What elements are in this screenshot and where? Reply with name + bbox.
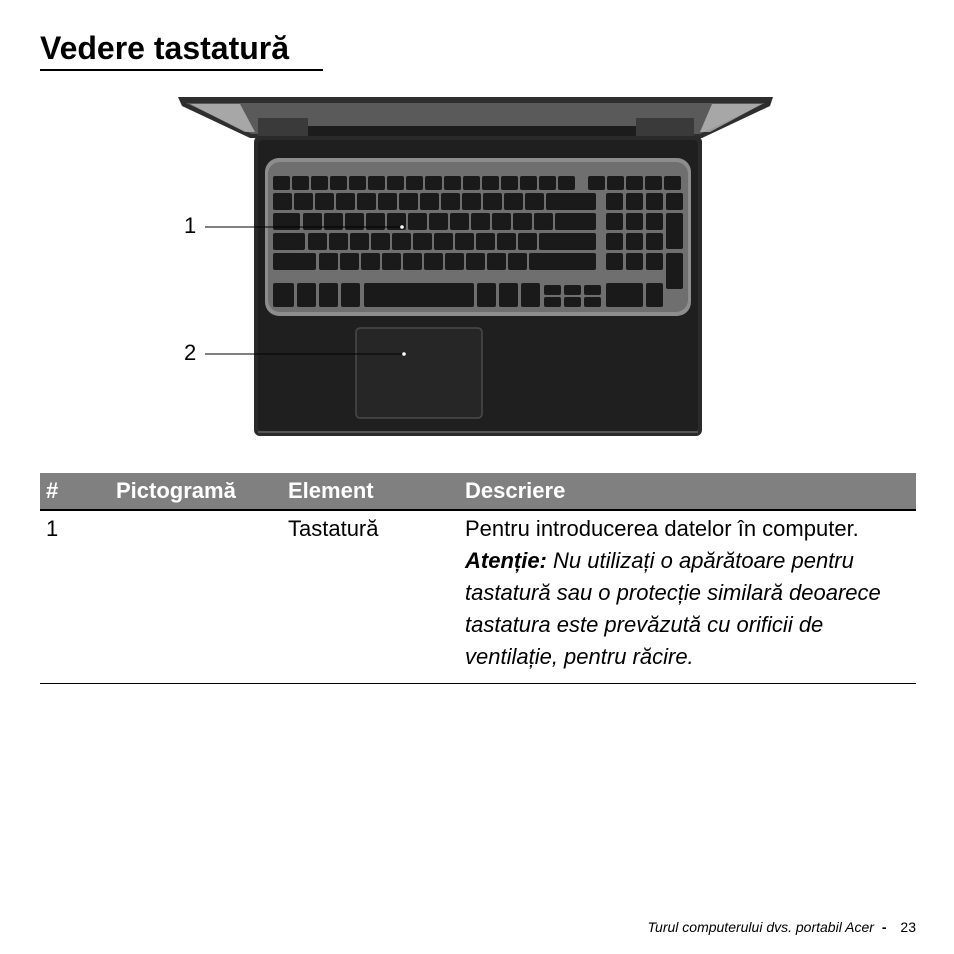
- header-element: Element: [282, 473, 459, 510]
- function-key-row: [273, 176, 681, 190]
- laptop-keyboard-illustration: [0, 0, 954, 454]
- header-description: Descriere: [459, 473, 916, 510]
- row-number: 1: [40, 510, 110, 684]
- callout-1-label: 1: [184, 213, 197, 238]
- row-element: Tastatură: [282, 510, 459, 684]
- table-row: [40, 510, 916, 684]
- footer-separator: -: [881, 919, 887, 935]
- touchpad: [356, 328, 482, 418]
- row-description: [459, 510, 916, 684]
- callout-2-label: 2: [184, 340, 197, 365]
- page-title: Vedere tastatură: [40, 30, 290, 66]
- row-icon: [110, 510, 282, 684]
- header-number: #: [40, 473, 110, 510]
- footer-text: Turul computerului dvs. portabil Acer: [647, 919, 874, 935]
- warning-note: [465, 545, 910, 673]
- table-header-row: [40, 473, 916, 510]
- warning-text: Nu utilizați o apărătoare pentru tastatură sau o protecție similară deoarece tastatura este prevăzută cu orificii de ventilație, pentru răcire.: [465, 548, 881, 669]
- description-text: Pentru introducerea datelor în computer.: [465, 516, 859, 541]
- warning-label: Atenție:: [465, 548, 547, 573]
- components-table: [40, 473, 916, 684]
- space-bar: [364, 283, 474, 307]
- page-footer: [648, 919, 916, 935]
- page-number: 23: [900, 919, 916, 935]
- header-icon: Pictogramă: [110, 473, 282, 510]
